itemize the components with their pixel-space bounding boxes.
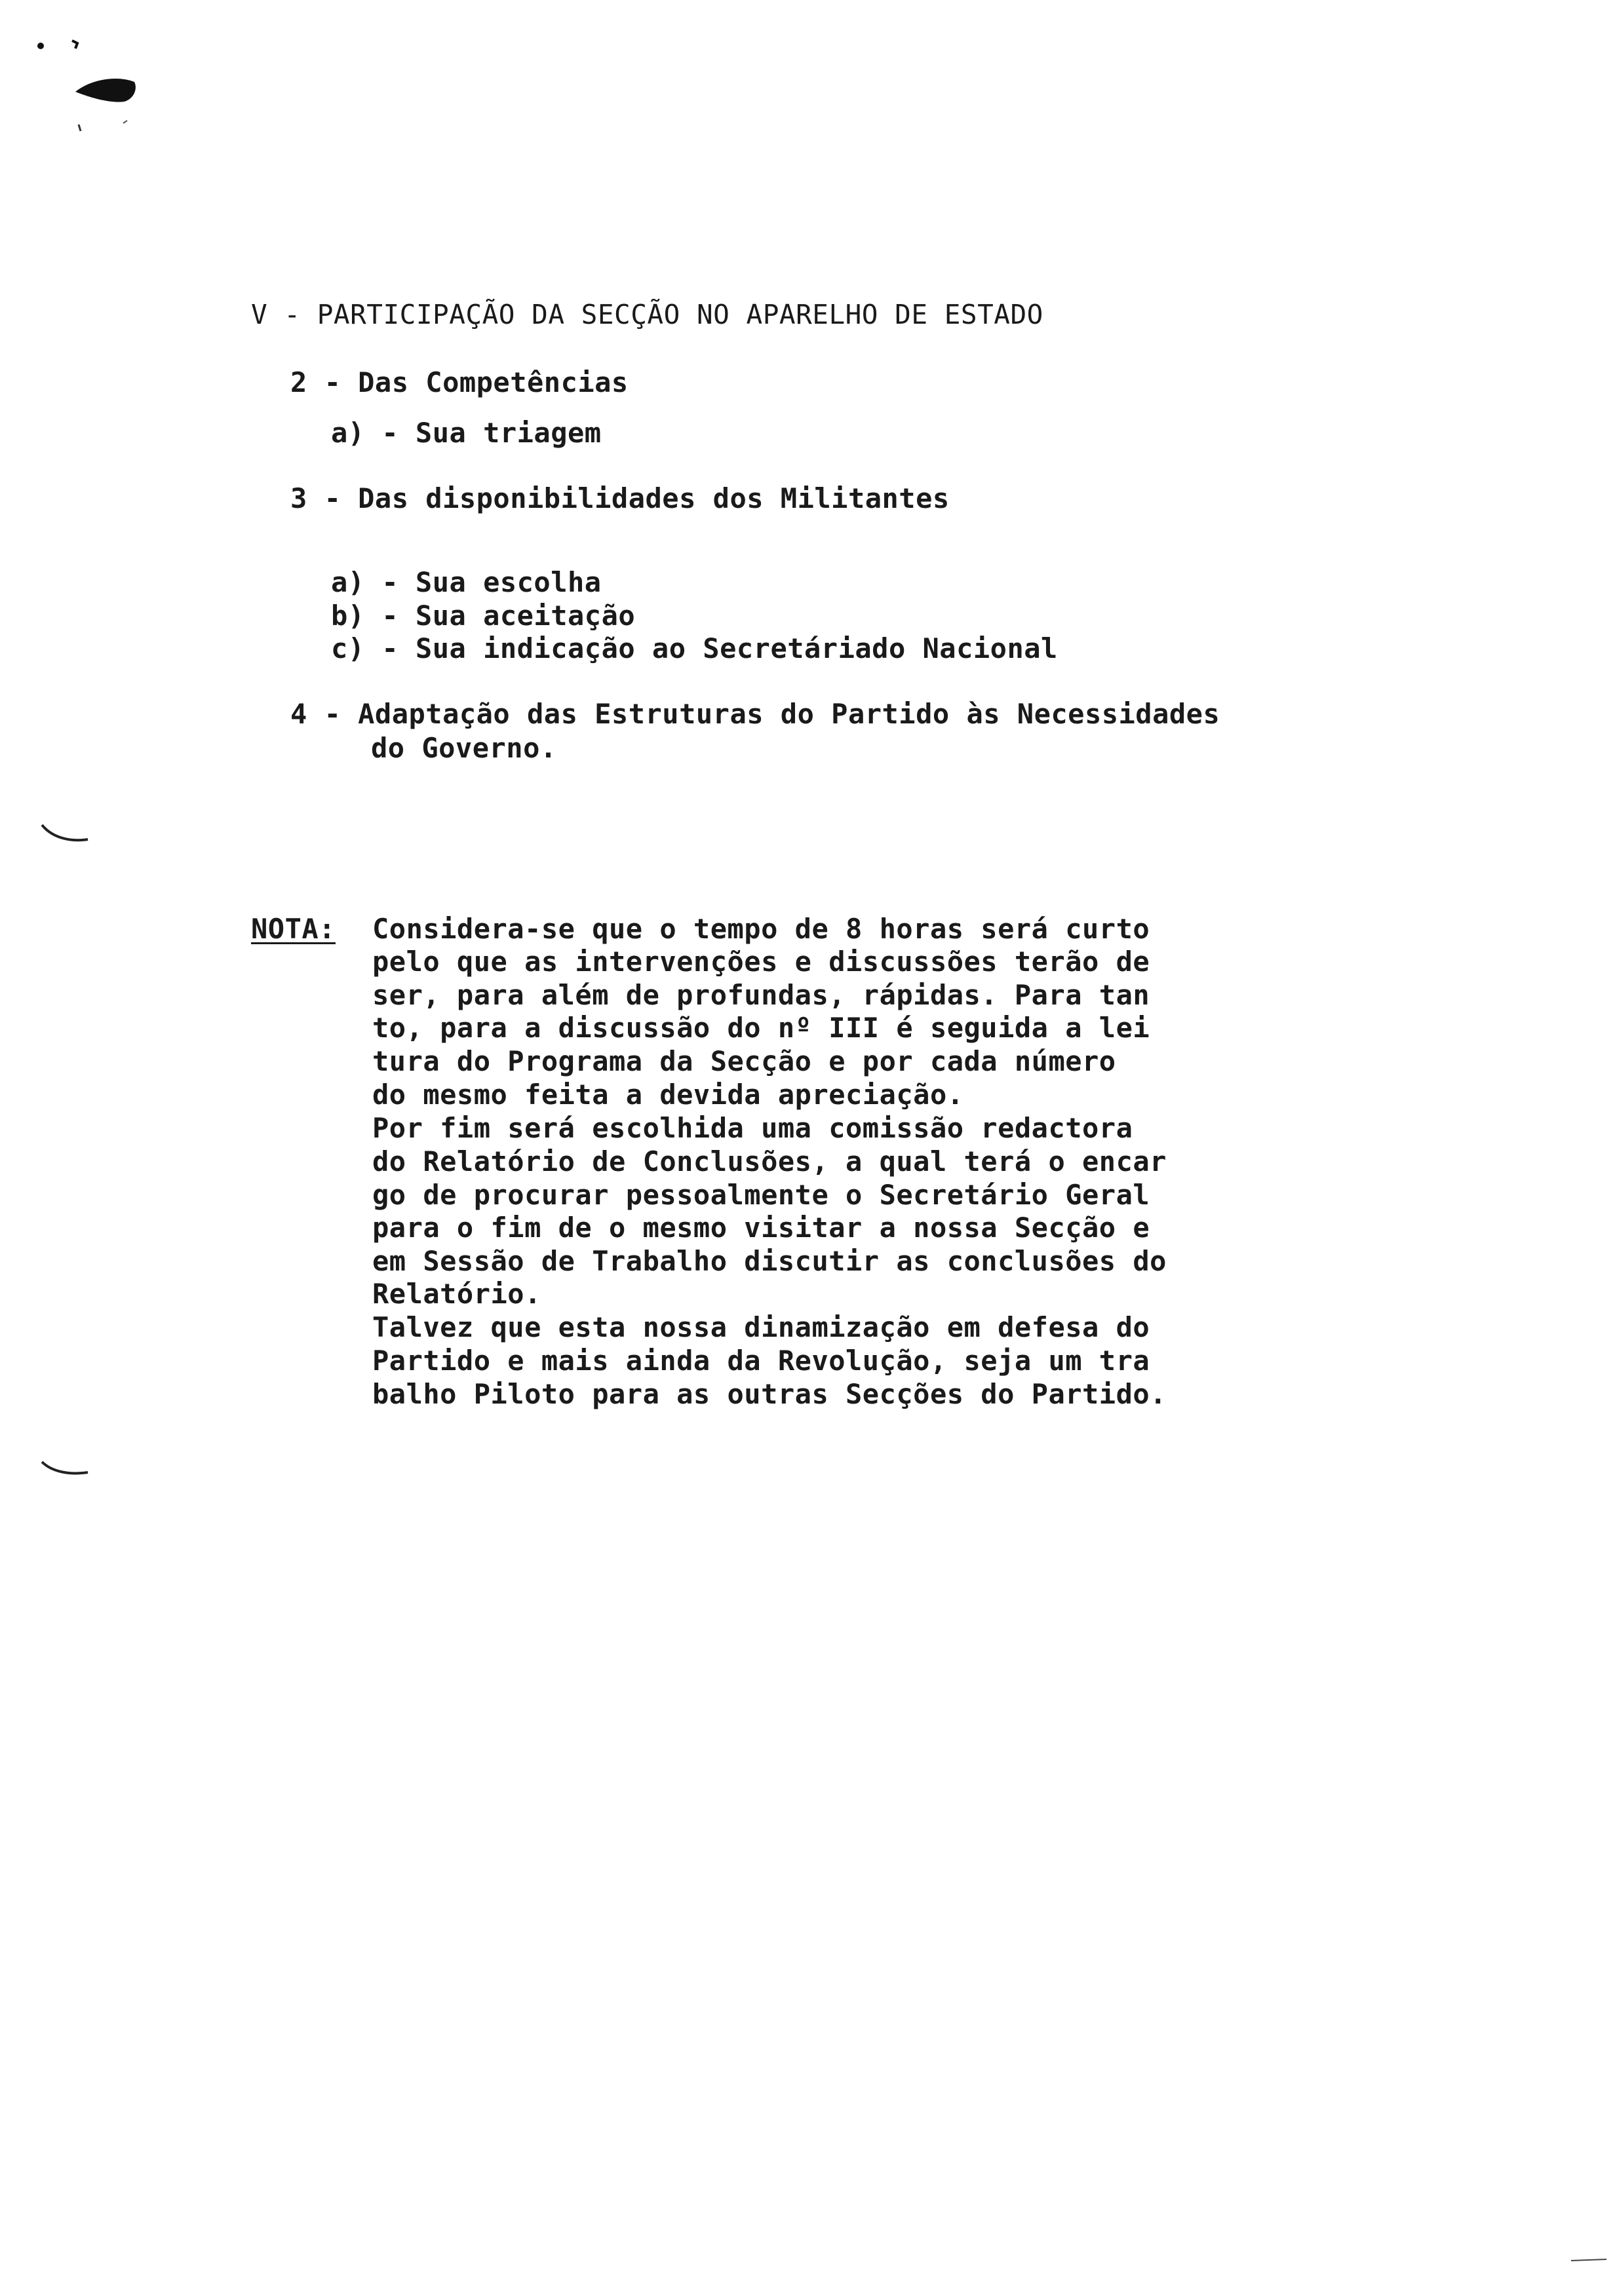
nota-line: go de procurar pessoalmente o Secretário Geral [372, 1179, 1150, 1211]
nota-label: NOTA: [251, 913, 336, 945]
nota-line: pelo que as intervenções e discussões terão de [372, 946, 1150, 978]
nota-line: Talvez que esta nossa dinamização em defesa do [372, 1311, 1150, 1343]
nota-line: para o fim de o mesmo visitar a nossa Secção e [372, 1212, 1150, 1244]
nota-line: Partido e mais ainda da Revolução, seja um tra [372, 1345, 1150, 1377]
nota-line: em Sessão de Trabalho discutir as conclusões do [372, 1245, 1167, 1277]
nota-line: do mesmo feita a devida apreciação. [372, 1079, 964, 1111]
nota-line: do Relatório de Conclusões, a qual terá o encar [372, 1145, 1167, 1177]
list-item: 2 - Das Competências [290, 366, 629, 398]
nota-line: Por fim será escolhida uma comissão redactora [372, 1112, 1133, 1144]
list-subitem: c) - Sua indicação ao Secretáriado Nacional [331, 632, 1058, 664]
nota-line: balho Piloto para as outras Secções do Partido. [372, 1378, 1167, 1410]
nota-line: ser, para além de profundas, rápidas. Para tan [372, 979, 1150, 1011]
ink-blot-mark [26, 26, 144, 144]
nota-line: Considera-se que o tempo de 8 horas será curto [372, 913, 1150, 945]
list-subitem: b) - Sua aceitação [331, 600, 636, 632]
list-item-continuation: do Governo. [371, 732, 557, 764]
nota-line: tura do Programa da Secção e por cada número [372, 1045, 1116, 1077]
nota-line: Relatório. [372, 1278, 541, 1310]
list-item: 3 - Das disponibilidades dos Militantes [290, 482, 950, 514]
list-subitem: a) - Sua escolha [331, 566, 602, 598]
nota-line: to, para a discussão do nº III é seguida a lei [372, 1012, 1150, 1044]
list-item: 4 - Adaptação das Estruturas do Partido às Necessidades [290, 698, 1220, 730]
margin-bracket-mark [39, 1458, 92, 1484]
section-heading: V - PARTICIPAÇÃO DA SECÇÃO NO APARELHO DE ESTADO [251, 299, 1043, 330]
margin-bracket-mark [39, 822, 92, 849]
list-subitem: a) - Sua triagem [331, 417, 602, 449]
margin-dash-mark [1570, 2254, 1609, 2267]
